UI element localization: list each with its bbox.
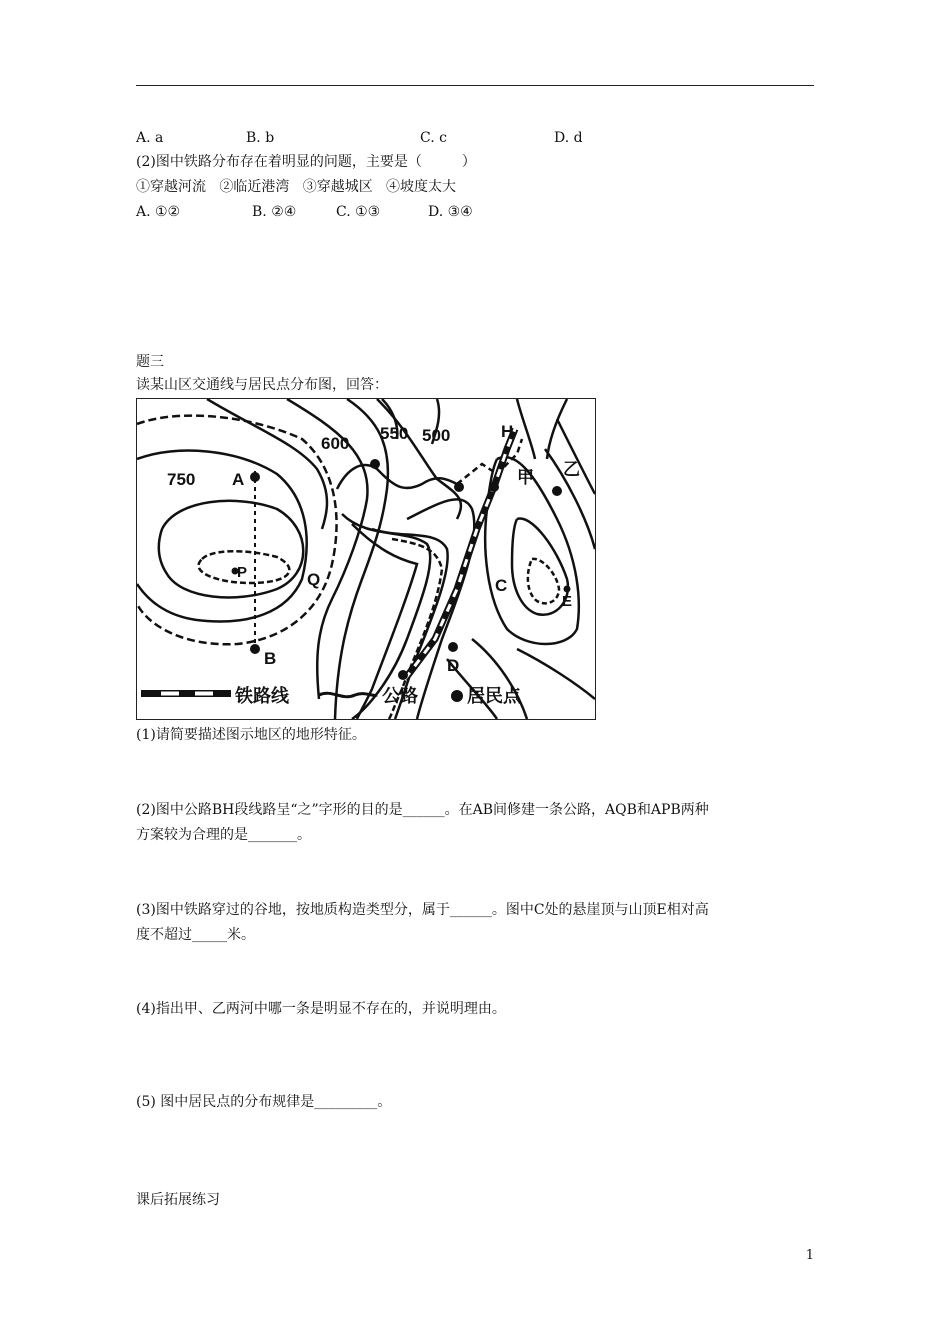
prev-option-a: A. a: [136, 130, 164, 146]
page-number: 1: [805, 1248, 814, 1263]
contour-label-600: 600: [321, 434, 350, 453]
label-H: H: [501, 422, 514, 441]
contour-label-750: 750: [167, 470, 196, 489]
prev-option-d: D. d: [554, 130, 583, 146]
prev-option-c: C. c: [420, 130, 447, 146]
legend-settlement: 居民点: [467, 686, 521, 706]
question-4: (4)指出甲、乙两河中哪一条是明显不存在的，并说明理由。: [136, 1001, 506, 1017]
q2-option-c: C. ①③: [336, 204, 381, 220]
question-2-line2: 方案较为合理的是_______。: [136, 827, 311, 843]
question-2-line1: (2)图中公路BH段线路呈“之”字形的目的是______。在AB间修建一条公路，AQB和APB两种: [136, 802, 709, 818]
label-D: D: [447, 656, 460, 675]
map-legend: [141, 685, 522, 706]
section-title: 题三: [136, 354, 164, 370]
prev-option-b: B. b: [246, 130, 275, 146]
label-C: C: [495, 576, 508, 595]
legend-road: 公路: [382, 686, 418, 706]
question-3-line2: 度不超过_____米。: [136, 927, 255, 943]
header-rule: [136, 85, 814, 86]
contour-lines: [137, 399, 595, 719]
q2-option-b: B. ②④: [252, 204, 297, 220]
contour-map: [136, 398, 596, 720]
q2-choices: ①穿越河流 ②临近港湾 ③穿越城区 ④坡度太大: [136, 179, 457, 195]
label-yi: 乙: [563, 460, 580, 479]
legend-railway: 铁路线: [235, 686, 289, 706]
label-jia: 甲: [517, 468, 534, 487]
label-A: A: [232, 470, 245, 489]
q2-option-d: D. ③④: [428, 204, 473, 220]
label-E: E: [562, 593, 573, 610]
label-B: B: [264, 649, 277, 668]
label-P: P: [237, 564, 248, 581]
q2-stem: (2)图中铁路分布存在着明显的问题，主要是（ ）: [136, 154, 476, 170]
question-1: (1)请简要描述图示地区的地形特征。: [136, 727, 366, 743]
after-class-heading: 课后拓展练习: [136, 1192, 220, 1208]
question-3-line1: (3)图中铁路穿过的谷地，按地质构造类型分，属于______。图中C处的悬崖顶与山顶E相对高: [136, 902, 709, 918]
question-5: (5) 图中居民点的分布规律是_________。: [136, 1094, 392, 1110]
contour-label-550: 550: [380, 424, 409, 443]
section-intro: 读某山区交通线与居民点分布图，回答：: [136, 377, 388, 393]
contour-label-500: 500: [422, 426, 451, 445]
label-Q: Q: [307, 570, 321, 589]
q2-option-a: A. ①②: [136, 204, 181, 220]
